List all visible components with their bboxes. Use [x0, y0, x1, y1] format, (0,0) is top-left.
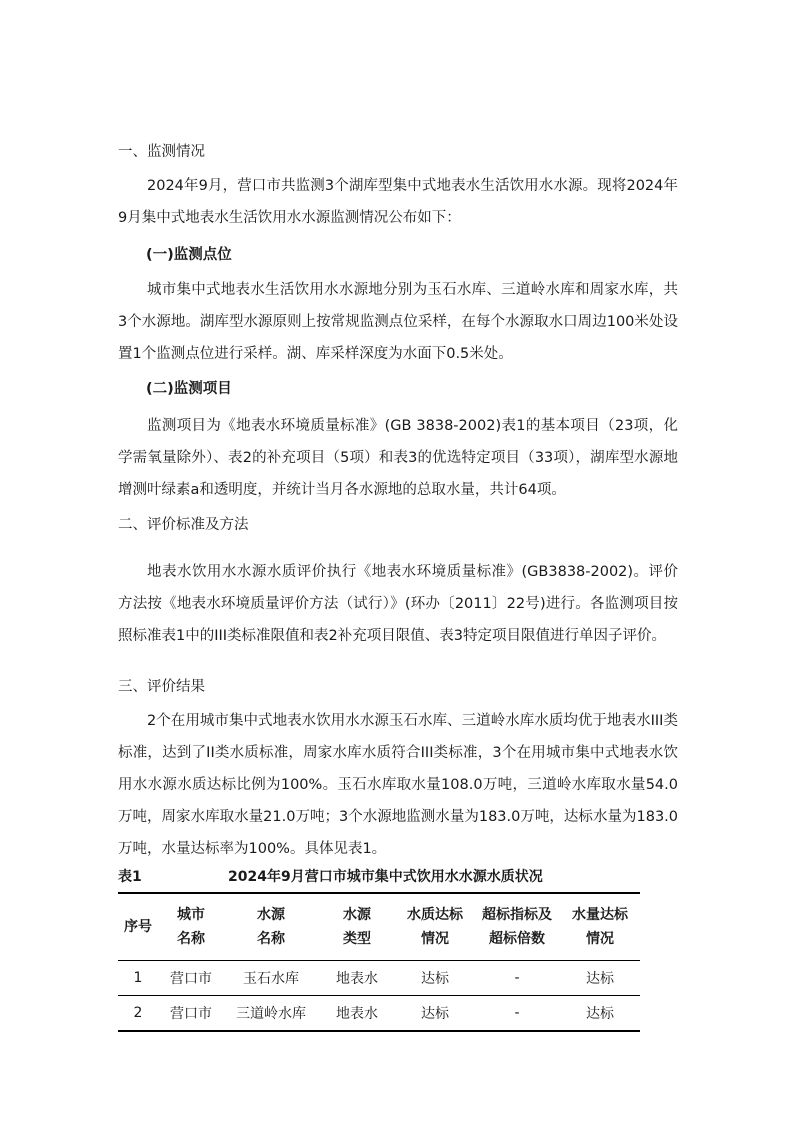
table-title: 2024年9月营口市城市集中式饮用水水源水质状况: [228, 869, 543, 885]
section-2-text: 地表水饮用水水源水质评价执行《地表水环境质量标准》(GB3838-2002)。评价方法按《地表水环境质量评价方法（试行）》(环办〔2011〕22号)进行。各监测项目按照标准表1中的III类标准限值和表2补充项目限值、表3特定项目限值进行单因子评价。: [118, 564, 678, 644]
subsection-2-text: 监测项目为《地表水环境质量标准》(GB 3838-2002)表1的基本项目（23项，化学需氧量除外）、表2的补充项目（5项）和表3的优选特定项目（33项），湖库型水源地增测叶绿素a和透明度，并统计当月各水源地的总取水量，共计64项。: [118, 418, 678, 498]
col-header-line1: 超标指标及: [482, 907, 552, 923]
water-quality-table: [118, 892, 640, 1032]
table-cell: -: [474, 996, 560, 1032]
table-caption: [118, 866, 678, 886]
table-cell: 玉石水库: [224, 961, 318, 996]
table-cell: 地表水: [318, 961, 396, 996]
table-cell: 地表水: [318, 996, 396, 1032]
col-header-line2: 名称: [177, 931, 205, 947]
section-1-text: 2024年9月，营口市共监测3个湖库型集中式地表水生活饮用水水源。现将2024年9月集中式地表水生活饮用水水源监测情况公布如下：: [118, 178, 678, 226]
section-1-heading: 一、监测情况: [118, 144, 205, 160]
table-cell: 达标: [396, 996, 474, 1032]
col-header-line1: 水源: [343, 907, 371, 923]
section-1-paragraph: [118, 170, 678, 234]
section-2-paragraph: [118, 556, 678, 652]
col-header-line1: 水量达标: [572, 907, 628, 923]
table-header-row: [118, 893, 640, 961]
col-header-quality-status: [396, 893, 474, 961]
table-cell: 达标: [560, 996, 640, 1032]
table-label: 表1: [118, 869, 142, 885]
subsection-2-heading: (二)监测项目: [146, 381, 232, 397]
subsection-1-paragraph: [118, 274, 678, 370]
table-row: [118, 961, 640, 996]
subsection-2-paragraph: [118, 410, 678, 506]
col-header-line2: 超标倍数: [489, 931, 545, 947]
table-header: [118, 893, 640, 961]
subsection-1-heading: (一)监测点位: [146, 247, 232, 263]
col-header-line2: 情况: [586, 931, 614, 947]
col-header-line1: 水质达标: [407, 907, 463, 923]
table-row: [118, 996, 640, 1032]
col-header-index: [118, 893, 158, 961]
table-cell: 1: [118, 961, 158, 996]
table-cell: 营口市: [158, 961, 224, 996]
table-cell: 营口市: [158, 996, 224, 1032]
subsection-1-text: 城市集中式地表水生活饮用水水源地分别为玉石水库、三道岭水库和周家水库，共3个水源地。湖库型水源原则上按常规监测点位采样，在每个水源取水口周边100米处设置1个监测点位进行采样。湖、库采样深度为水面下0.5米处。: [118, 282, 678, 362]
col-header-line2: 情况: [421, 931, 449, 947]
col-header-city: [158, 893, 224, 961]
col-header-source-name: [224, 893, 318, 961]
section-3-paragraph: [118, 705, 678, 865]
table-cell: 达标: [560, 961, 640, 996]
section-3-heading: 三、评价结果: [118, 679, 205, 695]
col-header-quantity-status: [560, 893, 640, 961]
col-header-line2: 类型: [343, 931, 371, 947]
col-header-line1: 序号: [124, 919, 152, 935]
table-cell: 三道岭水库: [224, 996, 318, 1032]
table-cell: 达标: [396, 961, 474, 996]
col-header-source-type: [318, 893, 396, 961]
col-header-line1: 水源: [257, 907, 285, 923]
col-header-exceedance: [474, 893, 560, 961]
table-cell: 2: [118, 996, 158, 1032]
table-body: [118, 961, 640, 1032]
section-2-heading: 二、评价标准及方法: [118, 517, 249, 533]
col-header-line2: 名称: [257, 931, 285, 947]
col-header-line1: 城市: [177, 907, 205, 923]
table-cell: -: [474, 961, 560, 996]
section-3-text: 2个在用城市集中式地表水饮用水水源玉石水库、三道岭水库水质均优于地表水III类标准，达到了II类水质标准，周家水库水质符合III类标准，3个在用城市集中式地表水饮用水水源水质达标比例为100%。玉石水库取水量108.0万吨，三道岭水库取水量54.0万吨，周家水库取水量21.0万吨；3个水源地监测水量为183.0万吨，达标水量为183.0万吨，水量达标率为100%。具体见表1。: [118, 713, 678, 857]
